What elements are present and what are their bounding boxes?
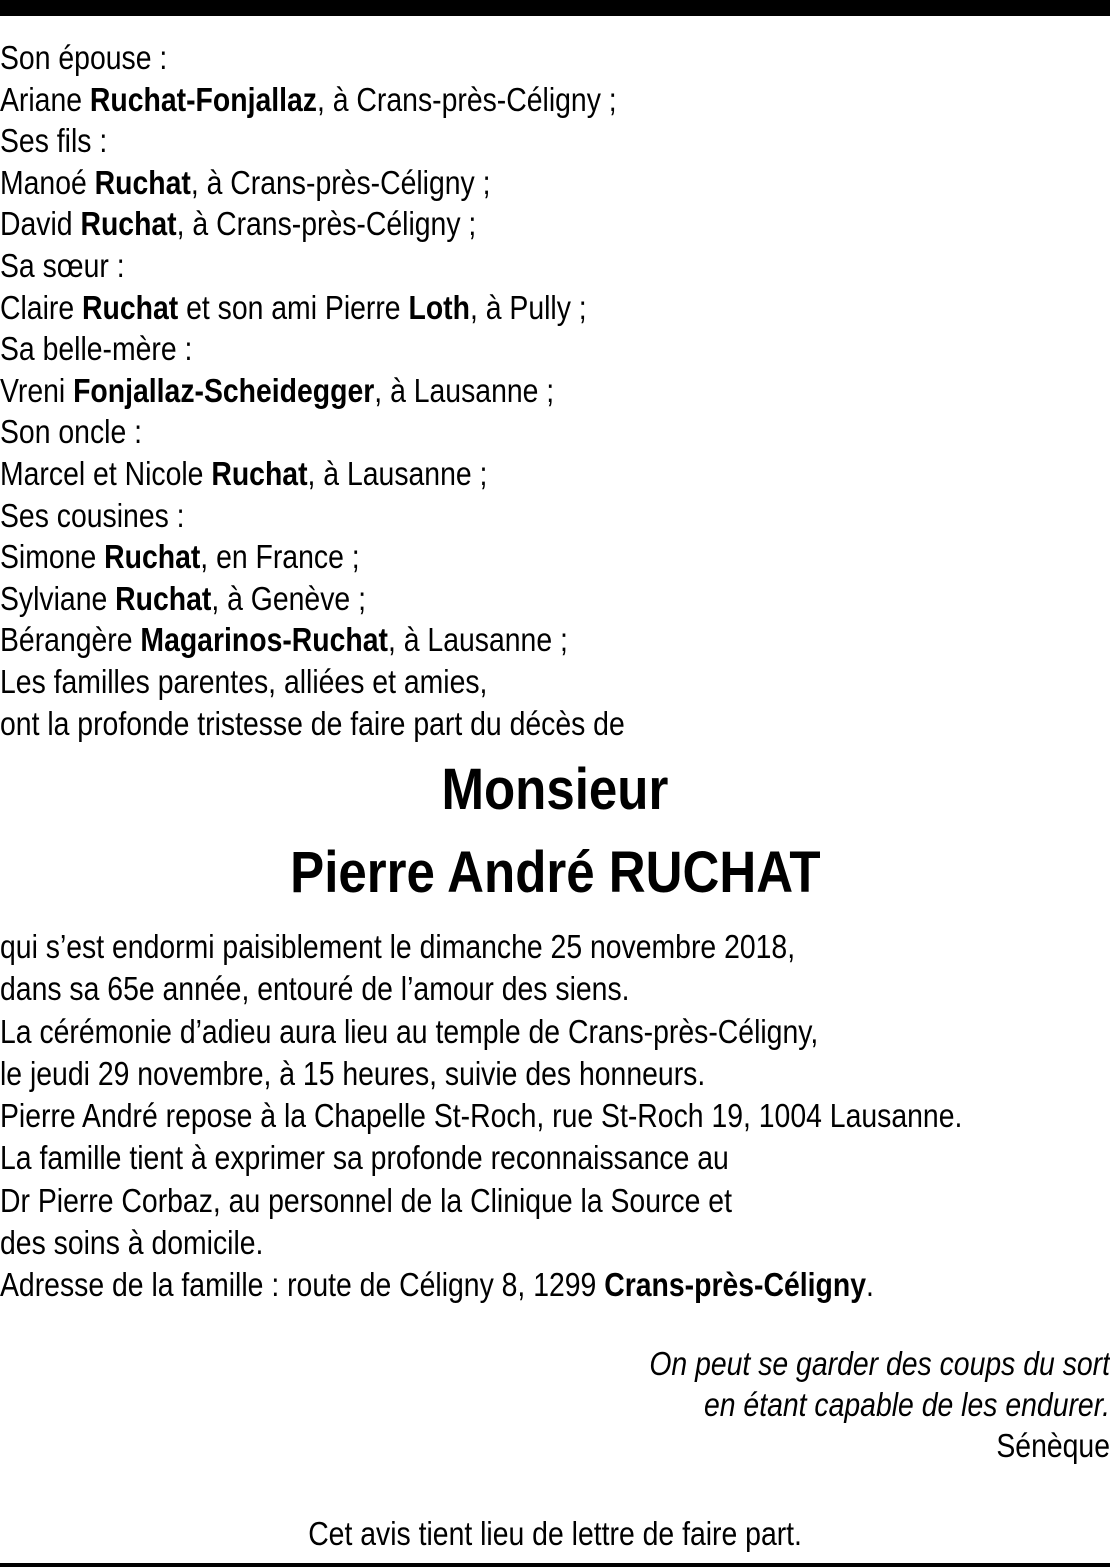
family-line-son-2: David Ruchat, à Crans-près-Céligny ;	[0, 205, 477, 243]
quote-block	[1, 1343, 1110, 1466]
surname: Ruchat	[104, 538, 201, 576]
family-line-sons-label: Ses fils :	[0, 122, 108, 160]
surname: Magarinos-Ruchat	[140, 621, 388, 659]
detail-line: qui s’est endormi paisiblement le dimanche 25 novembre 2018,	[0, 928, 796, 965]
family-line-cousin-3: Bérangère Magarinos-Ruchat, à Lausanne ;	[0, 621, 568, 659]
family-list	[0, 37, 955, 744]
surname: Ruchat	[80, 205, 177, 243]
detail-line: le jeudi 29 novembre, à 15 heures, suivie des honneurs.	[0, 1054, 706, 1092]
family-line-announcement: ont la profonde tristesse de faire part du décès de	[0, 704, 625, 742]
details-list	[0, 926, 1109, 1307]
family-line-cousins-label: Ses cousines :	[0, 496, 185, 534]
bottom-rule	[0, 1563, 1110, 1567]
family-line-spouse-label: Son épouse :	[0, 39, 168, 76]
surname: Ruchat	[115, 579, 212, 617]
deceased-honorific: Monsieur	[441, 757, 669, 822]
family-line-mother-in-law-label: Sa belle-mère :	[0, 330, 193, 368]
family-line-mother-in-law: Vreni Fonjallaz-Scheidegger, à Lausanne ;	[0, 371, 555, 409]
family-line-sister: Claire Ruchat et son ami Pierre Loth, à Pully ;	[0, 288, 587, 326]
family-line-cousin-1: Simone Ruchat, en France ;	[0, 538, 360, 576]
closing-notice: Cet avis tient lieu de lettre de faire part.	[308, 1515, 802, 1552]
quote-line-1: On peut se garder des coups du sort	[649, 1345, 1110, 1382]
family-line-uncle-label: Son oncle :	[0, 413, 143, 451]
top-rule	[0, 0, 1110, 16]
quote-line-2: en étant capable de les endurer.	[703, 1386, 1110, 1423]
detail-line: des soins à domicile.	[0, 1224, 264, 1262]
family-address: Adresse de la famille : route de Céligny 8, 1299 Crans-près-Céligny.	[0, 1266, 874, 1304]
family-line-uncle: Marcel et Nicole Ruchat, à Lausanne ;	[0, 454, 488, 492]
family-line-sister-label: Sa sœur :	[0, 246, 125, 284]
surname: Fonjallaz-Scheidegger	[73, 371, 375, 409]
surname: Loth	[408, 288, 470, 326]
family-line-cousin-2: Sylviane Ruchat, à Genève ;	[0, 579, 366, 617]
deceased-name: Pierre André RUCHAT	[289, 840, 821, 905]
detail-line: La cérémonie d’adieu aura lieu au temple de Crans-près-Céligny,	[0, 1012, 819, 1050]
surname: Ruchat-Fonjallaz	[89, 80, 317, 118]
family-line-son-1: Manoé Ruchat, à Crans-près-Céligny ;	[0, 163, 491, 201]
detail-line: Dr Pierre Corbaz, au personnel de la Clinique la Source et	[0, 1181, 732, 1219]
surname: Ruchat	[94, 163, 191, 201]
detail-line: dans sa 65e année, entouré de l’amour des siens.	[0, 970, 630, 1008]
family-line-relatives: Les familles parentes, alliées et amies,	[0, 662, 488, 700]
detail-line: La famille tient à exprimer sa profonde reconnaissance au	[0, 1139, 729, 1177]
address-town: Crans-près-Céligny	[604, 1266, 867, 1304]
surname: Ruchat	[211, 454, 308, 492]
quote-author: Sénèque	[996, 1427, 1110, 1464]
detail-line: Pierre André repose à la Chapelle St-Roch, rue St-Roch 19, 1004 Lausanne.	[0, 1097, 963, 1135]
surname: Ruchat	[82, 288, 179, 326]
family-line-spouse: Ariane Ruchat-Fonjallaz, à Crans-près-Céligny ;	[0, 80, 617, 118]
